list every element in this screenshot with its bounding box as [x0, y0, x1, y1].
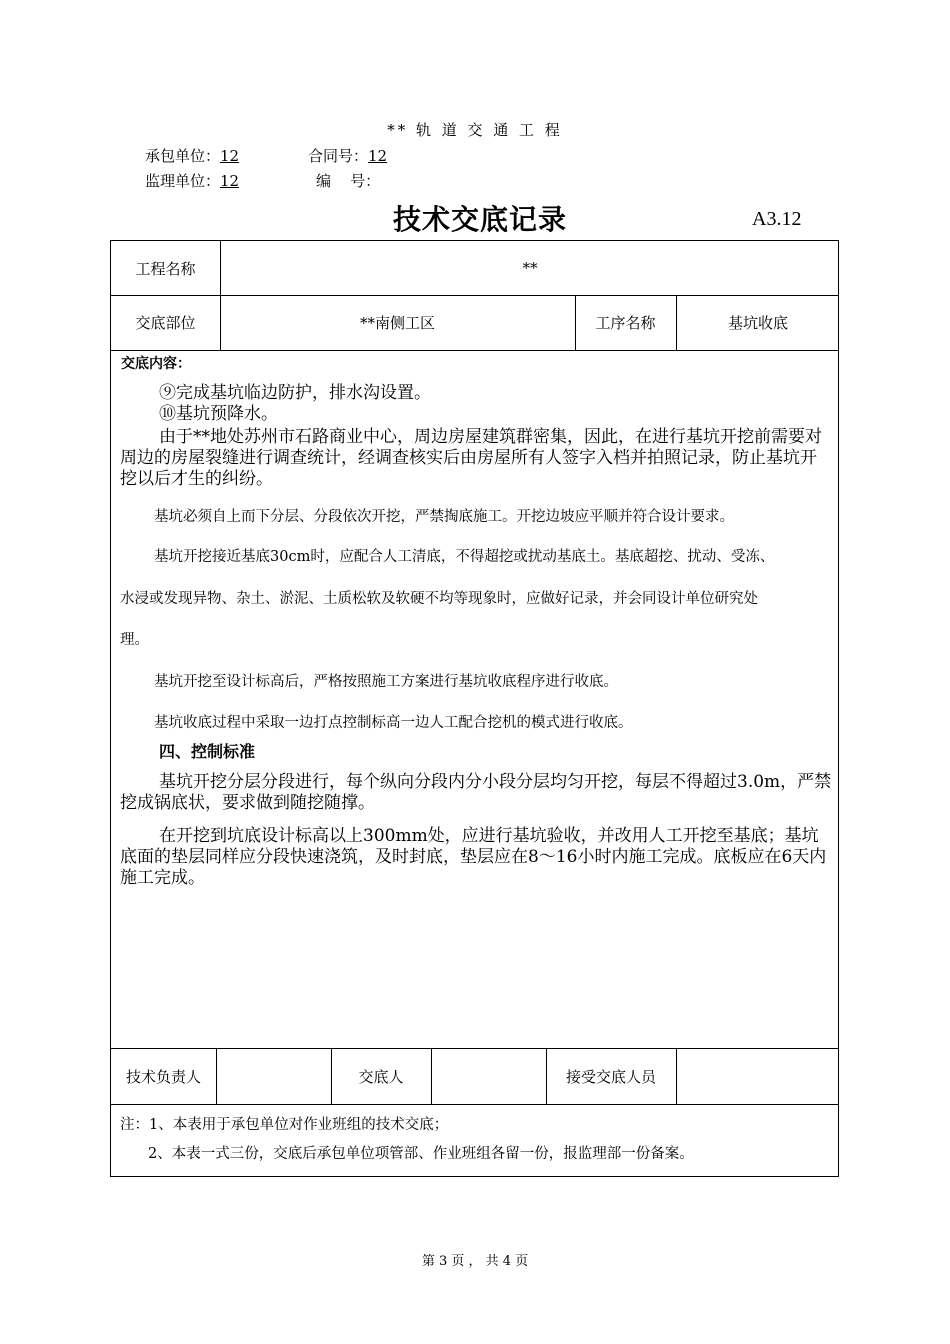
contractor-field	[145, 145, 243, 166]
row-divider	[111, 1104, 838, 1105]
contractor-value: 12	[220, 147, 240, 165]
content-item-10: ⑩基坑预降水。	[159, 404, 278, 424]
serial-no-label: 编 号：	[316, 172, 381, 190]
content-para-layers: 基坑必须自上而下分层、分段依次开挖，严禁掏底施工。开挖边坡应平顺并符合设计要求。	[154, 509, 734, 525]
project-name-value: **	[522, 259, 538, 277]
content-para-standard-1: 基坑开挖分层分段进行，每个纵向分段内分小段分层均匀开挖，每层不得超过3.0m，严禁挖成锅底状，要求做到随挖随撑。	[120, 772, 832, 813]
supervisor-field	[145, 170, 249, 191]
contractor-label: 承包单位：	[145, 147, 221, 165]
row-divider	[111, 350, 838, 351]
project-title: ** 轨 道 交 通 工 程	[387, 121, 563, 139]
section-4-heading: 四、控制标准	[159, 742, 256, 761]
supervisor-label: 监理单位：	[145, 172, 221, 190]
content-para-method: 基坑收底过程中采取一边打点控制标高一边人工配合挖机的模式进行收底。	[154, 715, 633, 731]
note-2: 2、本表一式三份，交底后承包单位项管部、作业班组各留一份，报监理部一份备案。	[148, 1146, 694, 1162]
location-label: 交底部位	[135, 314, 196, 332]
document-code: A3.12	[752, 208, 802, 230]
contract-no-value: 12	[368, 147, 388, 165]
contract-no-field	[308, 145, 387, 166]
content-para-design-level: 基坑开挖至设计标高后，严格按照施工方案进行基坑收底程序进行收底。	[154, 674, 618, 690]
contract-no-label: 合同号：	[308, 147, 369, 165]
process-label: 工序名称	[595, 314, 656, 332]
content-label: 交底内容：	[121, 356, 191, 372]
content-para-standard-2: 在开挖到坑底设计标高以上300mm处，应进行基坑验收，并改用人工开挖至基底；基坑底面的垫层同样应分段快速浇筑，及时封底，垫层应在8～16小时内施工完成。底板应在6天内施工完成。	[120, 826, 827, 888]
supervisor-value: 12	[220, 172, 240, 190]
receivers-label: 接受交底人员	[565, 1067, 656, 1086]
project-name-label: 工程名称	[135, 259, 196, 278]
disclosure-table	[110, 240, 839, 1177]
location-value: **南侧工区	[359, 314, 435, 332]
tech-lead-label: 技术负责人	[125, 1067, 201, 1086]
tech-lead-signature[interactable]	[216, 1048, 331, 1104]
receivers-signature[interactable]	[676, 1048, 840, 1104]
discloser-signature[interactable]	[431, 1048, 546, 1104]
content-para-near-base-line2: 水浸或发现异物、杂土、淤泥、土质松软及软硬不均等现象时，应做好记录，并会同设计单位研究处	[120, 591, 758, 607]
page-footer: 第 3 页 ， 共 4 页	[421, 1254, 529, 1269]
note-1: 注：1、本表用于承包单位对作业班组的技术交底；	[120, 1117, 449, 1133]
discloser-label: 交底人	[358, 1067, 404, 1086]
process-value: 基坑收底	[727, 314, 788, 332]
content-para-survey: 由于**地处苏州市石路商业中心，周边房屋建筑群密集，因此，在进行基坑开挖前需要对周边的房屋裂缝进行调查统计，经调查核实后由房屋所有人签字入档并拍照记录，防止基坑开挖以后才生的纠纷。	[120, 427, 822, 489]
content-para-near-base-line3: 理。	[120, 632, 149, 648]
content-para-near-base-line1: 基坑开挖接近基底30cm时，应配合人工清底，不得超挖或扰动基底土。基底超挖、扰动、受冻、	[154, 549, 775, 565]
content-item-9: ⑨完成基坑临边防护，排水沟设置。	[159, 383, 431, 403]
document-title: 技术交底记录	[392, 203, 567, 236]
